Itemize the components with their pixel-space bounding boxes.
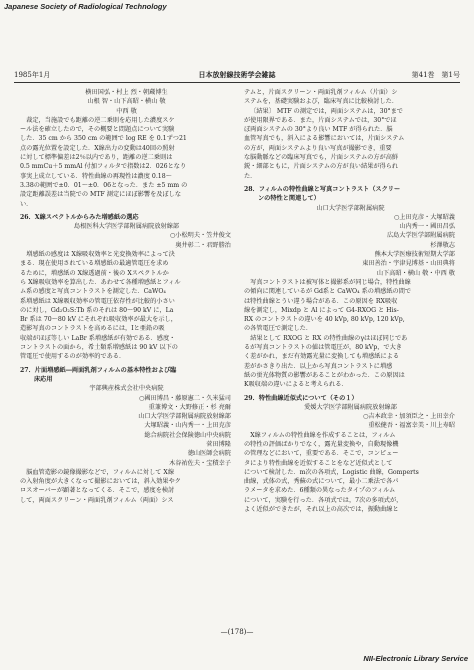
body-line: Br 系は 70～80 kV にそれぞれ吸収効率が最大を示し， [20,316,177,324]
body-line: ら X線吸収効率を算出した．あわせて各種増感紙とフィル [20,278,181,286]
section-authors: 大塚昭義・山内秀一・上田克彦 [144,422,231,430]
body-line: は特性曲線とうい違う場合がある．この原因を RX吸収 [244,297,398,305]
section-authors: 山内秀一・國田昌弘 [399,223,455,231]
section-title: 27．片面増感紙―両面乳剤フィルムの基本特性および臨 [20,366,177,374]
section-title: 28．フィルムの特性曲線と写真コントラスト（スクリー [244,185,401,193]
section-29 [244,394,457,515]
section-affiliation: 徳山医師会病院 [187,450,231,458]
body-line: ム系の感度と写真コントラストを測定した．CaWO₄ [20,288,166,296]
section-affiliation: 広島大学医学部附属病院 [386,232,455,240]
body-line: 管電圧で使用するのが効率的である． [20,353,126,361]
body-line: た． [244,172,257,180]
journal-title: 日本放射線技術学会雑誌 [198,70,276,79]
section-authors: 山下高昭・横山 敬・中西 敬 [376,269,455,277]
body-line: した．35 cm から 350 cm の範囲で log RE を 0.1ずつ21 [20,135,187,143]
body-line: 造影写真のコントラストを高めるには，Iと亜鉛の吸 [20,325,165,333]
body-line: の方が，両面システムより良い写真が撮影でき，重要 [244,144,392,152]
body-line: ラメータを求めた．6種類の異なったタイプのフィルム [244,487,396,495]
section-authors: 重松健吾・福富幸美・川上寿昭 [368,422,455,430]
body-line: 系増感紙は X線吸収効率の管電圧依存性が比較的小さい [20,297,175,305]
section-authors: 菅田博隆 [206,440,231,448]
body-line: テムと，片面スクリーン・両面乳剤フィルム（片面）シ [244,89,398,96]
body-line: よく近似ができたが，それ以上の高次では，振動曲線と [244,506,399,514]
body-line: 0.5 mmCu＋5 mmAl 付加フィルタで指数は2．026となり [20,163,187,171]
section-authors: ○國田博昌・藤原憲二・久米猛司 [138,394,231,402]
body-line: の各管電圧で測定した． [244,325,313,333]
body-line: 裁定，当施設でも距離の逆二乗則を応用した濃度スケ [26,116,175,124]
body-line: に対して標準偏差は2％以内であり，距離の逆二乗則は [20,154,173,162]
author-line: 横田国弘・村上 烈・朝蔵博生 [85,89,168,96]
body-line: るが写真コントラストの値は管電圧が，80 kVp，で大き [244,344,402,352]
body-line: 3.38の範囲で±0．01～±0．06となった．また ±5 mm の [20,181,188,189]
section-title: 29．特性曲線近似式について（その１） [244,394,358,402]
section-affiliation: 山口大学医学部附属病院放射線部 [138,413,231,421]
body-line: ステムを，基礎実験および，臨床写真に比較検討した． [244,98,399,106]
body-line: 設定距離誤差は当院での MTF 測定にほぼ影響を及ぼしな [20,191,182,199]
section-authors: 重兼博文・大野修正・杉 亮爾 [148,403,231,411]
section-affiliation: 宇部興産株式会社中央病院 [89,385,164,393]
volume-number: 第41巻 第1号 [411,71,460,79]
body-line: るために，増感紙の X線透過前・後の Xスペクトルか [20,269,169,277]
right-continuation [244,88,457,181]
section-affiliation: 島根医科大学医学部附属病院放射線部 [73,223,180,231]
body-line: 増感紙の感度は X線吸収効率と光変換効率によって決 [26,251,175,259]
body-line: 脳血管造影の鏡像撮影などで，フィルムに対して X線 [26,468,175,476]
body-line: RX のコントラストの違いを 40 kVp, 80 kVp, 120 kVp, [244,316,405,324]
body-line: 事実上成立している．特性曲線の再現性は濃度 0.18～ [20,172,172,180]
body-line: のに対し，Gd₂O₂S:Tb 系のそれは 80～90 kV に，La [20,306,174,314]
left-prev-authors [20,88,233,116]
banner-bottom: NII-Electronic Library Service [363,654,468,663]
page-number: —(178)— [220,628,254,636]
section-authors: ○小松明夫・笠井俊文 [169,232,231,240]
body-line: 鋭・細部ともに，片面システムの方が良い結果が得られ [244,163,399,171]
body-line: 結果として RXOG と RX の特性曲線のγはほぼ同じであ [250,334,408,342]
section-affiliation: 総合病院社会保険徳山中央病院 [144,431,231,439]
body-line: について検討した．m次の各項式，Logistic 曲線，Gomperts [244,468,419,476]
section-authors: 杉澤敬志 [430,241,455,249]
section-authors: 奥井彰二・君野勝治 [175,241,231,249]
body-line: まる．現在使用されている増感紙の最適管電圧を求め [20,260,169,268]
section-affiliation: 熊本大学医療技術短期大学部 [374,251,455,259]
body-line: X線フィルムの特性曲線を作成することは，フィルム [250,431,396,439]
body-line: の傾向に関連しているが Gd系と CaWO₄ 系の増感紙の間で [244,288,412,296]
left-column [20,88,233,505]
author-line: 山根 智・山下高昭・横山 敬 [87,98,166,106]
body-line: が使用限界である．また，片面システムでは，30°でほ [244,116,397,124]
section-27 [20,366,233,505]
left-continuation [20,116,233,209]
body-line: い． [20,200,33,208]
section-authors: ○上田克彦・大塚昭義 [393,213,455,221]
body-line: 血管写真でも，斜入による影響においては，片面システム [244,135,405,143]
body-line: 線を測定し，Mixdp と Al によって G4-RXOG と His- [244,306,399,314]
page-header [14,70,460,82]
body-line: の特性の評価ばかりでなく，露光量変換や，自動現像機 [244,440,399,448]
right-column [244,88,457,514]
section-affiliation: 山口大学医学部附属病院 [316,204,385,212]
issue-date: 1985年1月 [14,71,51,79]
body-line: ール法を確立したので，その概要と問題点について実験 [20,126,175,134]
body-line: コントラストの面から，希土類系増感紙は 90 kV 以下の [20,344,178,352]
section-title-cont: 床応用 [34,375,53,383]
section-title: 26．X線スペクトルからみた増感紙の選応 [20,213,139,221]
body-line: タにより特性曲線を近似することをなど近似式として [244,459,393,467]
body-line: して，両面スクリーン・両面乳剤フィルム（両面）シス [20,496,174,504]
body-line: 収端がほぼ等しい LaBr 系増感紙が有効である．感度・ [20,334,176,342]
body-line: について，実験を行った．各項式では，7次の多項式が， [244,496,403,504]
section-affiliation: 愛媛大学医学部附属病院放射線部 [304,403,397,411]
section-28 [244,185,457,390]
body-line: ぼ両面システムの 30°より良い MTF が得られた．脳 [244,126,393,134]
body-line: 差がかさきり出た．以上から写真コントラストに増感 [244,362,393,370]
banner-top: Japanese Society of Radiological Technology [4,2,167,11]
body-line: 写真コントラストは被写体と撮影系が同じ場合，特性曲線 [250,278,411,286]
header-rule [14,82,460,83]
section-authors: 木谷祐佐夫・宝積幸子 [169,459,231,467]
body-line: 紙の蛍光体物質の影響があることがわかった．この原因は [244,371,405,379]
body-line: K吸収端の違いによると考えられる． [244,381,348,389]
section-authors: ○吉本政幸・加須臣之・上田幸介 [362,413,455,421]
section-title-cont: ンの特性と関連して） [258,195,320,203]
body-line: の管理などにおいて，重要である．そこで，コンピュー [244,450,399,458]
body-line: 曲線，式体の式，秀蘇の式について，最小二乗法で各パ [244,478,399,486]
section-authors: 東田善治・宇津見博基・山田典将 [362,260,455,268]
body-line: 〔結果〕 MTF の測定では，両面システムは，30°まで [250,107,403,115]
body-line: ロスオーバーが顕著となってくる．そこで，感度を検討 [20,487,175,495]
body-line: 点の露光位置を設定した．X線出力の変動は40回の照射 [20,144,175,152]
section-26 [20,213,233,362]
body-line: の入射角度が大きくなって撮影においては，斜入効果やク [20,478,181,486]
author-line: 中西 敬 [116,107,137,115]
body-line: く差がかれ，まだ有効露光量に変換しても増感紙による [244,353,400,361]
body-line: な脳動脈などの臨床写真でも，片面システムの方が高鮮 [244,154,399,162]
